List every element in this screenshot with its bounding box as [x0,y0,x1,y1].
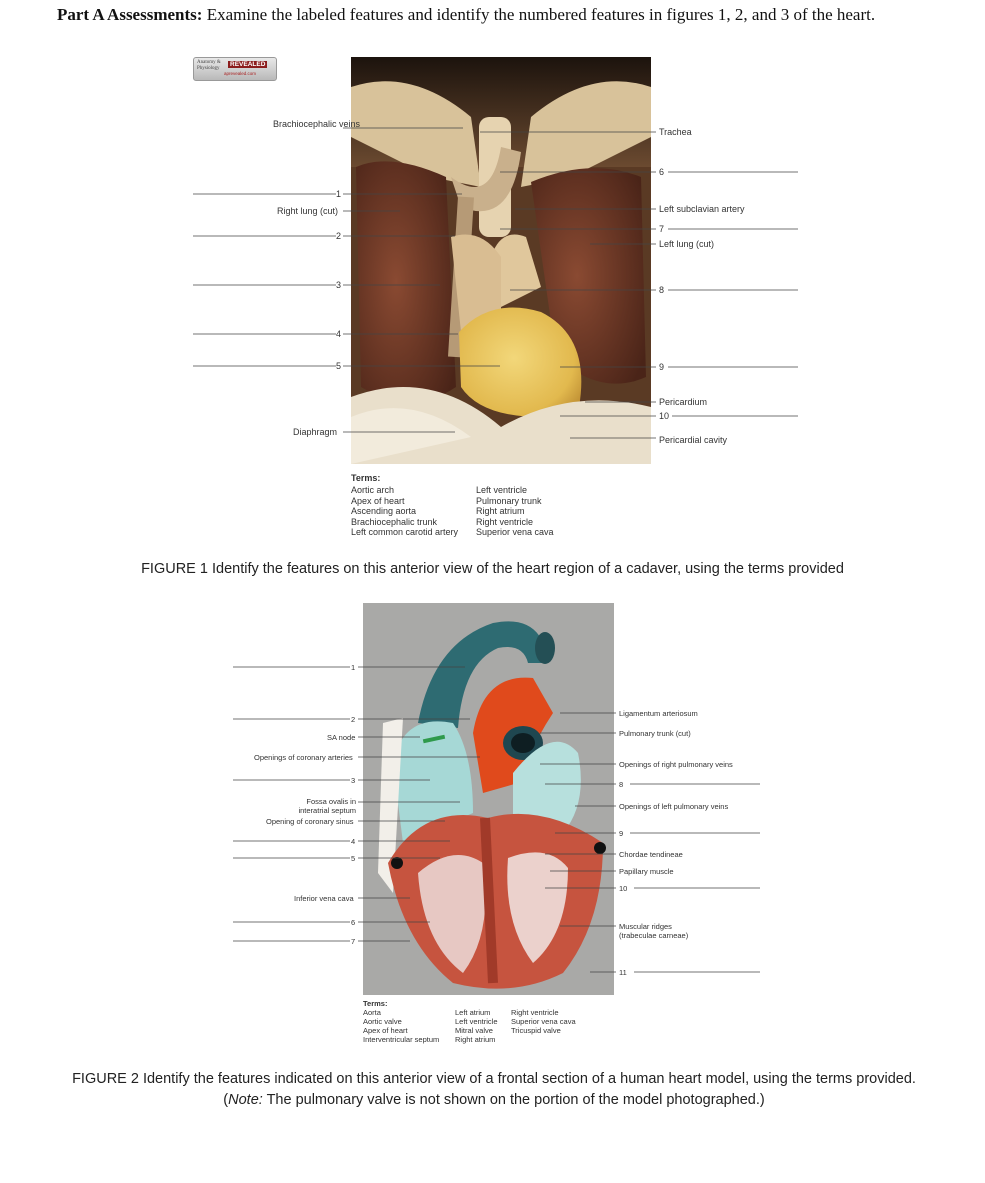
fig2-number-3: 3 [351,776,356,785]
logo-line3: aprevealed.com [224,71,257,76]
logo-line1: Anatomy & Physiology [197,60,221,71]
figure1-caption-label: FIGURE 1 [141,561,208,577]
label-muscular-ridges-line1: Muscular ridges [619,922,672,931]
label-left-lung: Left lung (cut) [659,239,715,249]
label-right-pulmonary-veins: Openings of right pulmonary veins [619,760,733,769]
label-left-subclavian-artery: Left subclavian artery [659,204,745,214]
term: Left common carotid artery [351,527,459,538]
term: Aorta [363,1008,381,1017]
term: Brachiocephalic trunk [351,516,438,527]
term: Apex of heart [363,1026,408,1035]
fig1-number-5: 5 [336,361,342,371]
term: Superior vena cava [476,527,554,538]
fig2-number-6: 6 [351,918,356,927]
figure1-terms-title: Terms: [351,473,381,483]
term: Left ventricle [476,485,528,495]
label-fossa-ovalis-line1: Fossa ovalis in [306,797,356,806]
label-papillary-muscle: Papillary muscle [619,867,674,876]
label-ligamentum-arteriosum: Ligamentum arteriosum [619,709,698,718]
label-chordae-tendineae: Chordae tendineae [619,850,683,859]
figure2-caption [60,1069,928,1111]
term: Mitral valve [455,1026,493,1035]
fig2-number-4: 4 [351,837,356,846]
label-left-pulmonary-veins: Openings of left pulmonary veins [619,802,729,811]
label-opening-coronary-sinus: Opening of coronary sinus [266,817,354,826]
term: Right atrium [455,1035,496,1044]
fig1-number-7: 7 [659,224,665,234]
fig1-number-4: 4 [336,329,342,339]
label-pericardium: Pericardium [659,397,708,407]
label-muscular-ridges-line2: (trabeculae carneae) [619,931,689,940]
term: Ascending aorta [351,506,417,517]
fig2-number-2: 2 [351,715,356,724]
label-openings-coronary-arteries: Openings of coronary arteries [254,753,353,762]
fig2-number-10: 10 [619,884,628,893]
figure1-caption-text: Identify the features on this anterior view of the heart region of a cadaver, using the terms provided [207,561,844,577]
label-diaphragm: Diaphragm [293,427,338,437]
fig1-number-6: 6 [659,167,665,177]
figure2-caption-text-1: Identify the features indicated on this anterior view of a frontal section of a human heart model, using the terms provided. ( [138,1071,916,1108]
heading-text: Examine the labeled features and identify the numbered features in figures 1, 2, and 3 of the heart. [202,5,876,24]
fig2-number-9: 9 [619,829,624,838]
term: Right ventricle [476,516,534,527]
fig2-number-8: 8 [619,780,624,789]
label-trachea: Trachea [659,127,692,137]
term: Superior vena cava [511,1017,576,1026]
label-brachiocephalic-veins: Brachiocephalic veins [273,119,361,129]
term: Left atrium [455,1008,491,1017]
fig1-number-10: 10 [659,411,670,421]
fig2-number-7: 7 [351,937,356,946]
label-pericardial-cavity: Pericardial cavity [659,435,728,445]
term: Aortic arch [351,485,395,495]
fig1-number-2: 2 [336,231,342,241]
figure2-terms [363,999,603,1047]
figure2-caption-text-2: The pulmonary valve is not shown on the portion of the model photographed.) [262,1092,765,1108]
label-inferior-vena-cava: Inferior vena cava [294,894,354,903]
fig2-number-11: 11 [619,968,627,977]
term: Right ventricle [511,1008,559,1017]
label-sa-node: SA node [327,733,356,742]
heading-bold: Part A Assessments: [57,5,203,24]
term: Pulmonary trunk [476,495,542,506]
term: Interventricular septum [363,1035,440,1044]
label-fossa-ovalis-line2: interatrial septum [298,806,356,815]
fig2-number-5: 5 [351,854,356,863]
fig1-number-1: 1 [336,189,342,199]
term: Apex of heart [351,495,405,506]
fig1-number-3: 3 [336,280,342,290]
label-fossa-ovalis [270,797,356,815]
fig2-number-1: 1 [351,663,356,672]
label-right-lung: Right lung (cut) [277,206,339,216]
fig1-number-8: 8 [659,285,665,295]
figure2-caption-note: Note: [228,1092,263,1108]
label-pulmonary-trunk-cut: Pulmonary trunk (cut) [619,729,691,738]
fig1-number-9: 9 [659,362,665,372]
term: Left ventricle [455,1017,498,1026]
term: Tricuspid valve [511,1026,561,1035]
label-muscular-ridges [619,922,688,940]
term: Aortic valve [363,1017,402,1026]
term: Right atrium [476,506,525,517]
logo-line2: REVEALED [230,61,266,68]
figure2-terms-title: Terms: [363,999,388,1008]
figure2-caption-label: FIGURE 2 [72,1071,139,1087]
